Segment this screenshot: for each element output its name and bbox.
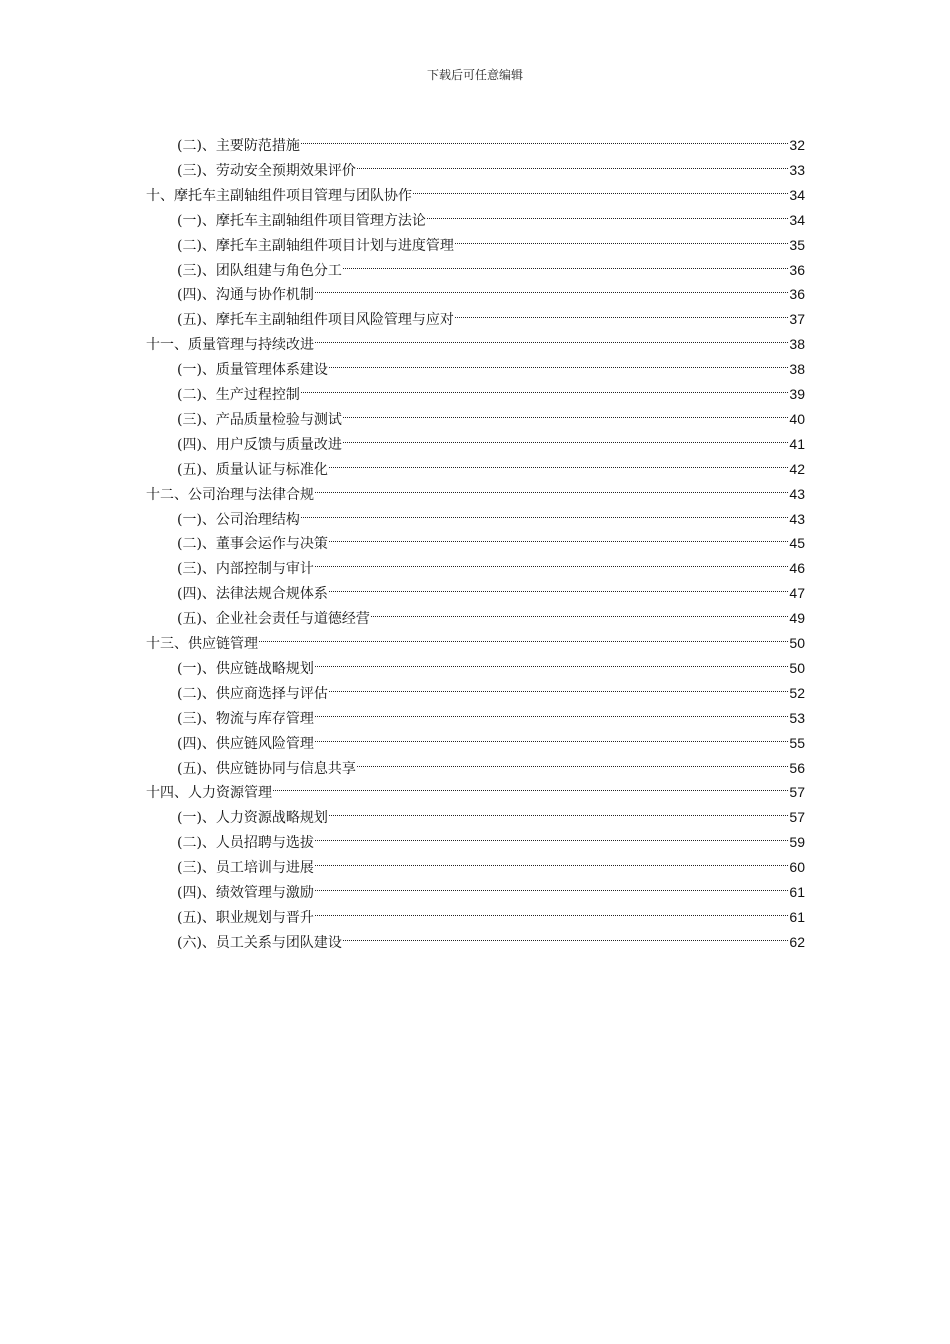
toc-entry-title: (四)、绩效管理与激励 [177, 885, 314, 901]
toc-page-number: 45 [789, 535, 805, 552]
toc-page-number: 41 [789, 435, 805, 452]
toc-section-entry[interactable] [177, 724, 805, 752]
toc-dot-leader [357, 749, 788, 773]
toc-entry-title: (三)、产品质量检验与测试 [177, 411, 342, 428]
toc-dot-leader [343, 425, 788, 449]
toc-entry-title: (三)、劳动安全预期效果评价 [177, 162, 356, 179]
toc-dot-leader [329, 524, 788, 548]
toc-entry-title: (五)、质量认证与标准化 [177, 461, 328, 478]
toc-page-number: 36 [789, 286, 805, 303]
toc-dot-leader [273, 773, 788, 797]
toc-page-number: 32 [789, 137, 805, 153]
toc-section-entry[interactable] [177, 400, 805, 428]
toc-section-entry[interactable] [177, 251, 805, 279]
toc-dot-leader [413, 176, 788, 200]
toc-entry-title: 十三、供应链管理 [146, 636, 258, 652]
toc-section-entry[interactable] [177, 549, 805, 578]
toc-dot-leader [315, 724, 788, 748]
toc-page-number: 55 [789, 734, 805, 751]
toc-page-number: 56 [789, 759, 805, 776]
toc-page-number: 59 [789, 834, 805, 851]
toc-entry-title: (二)、供应商选择与评估 [177, 685, 328, 702]
toc-dot-leader [315, 699, 788, 723]
toc-dot-leader [301, 126, 788, 150]
toc-entry-title: 十、摩托车主副轴组件项目管理与团队协作 [146, 187, 412, 204]
toc-entry-title: (五)、企业社会责任与道德经营 [177, 611, 370, 628]
toc-page-number: 39 [789, 386, 805, 402]
toc-section-entry[interactable] [177, 649, 805, 677]
toc-dot-leader [329, 798, 788, 822]
toc-section-entry[interactable] [177, 375, 805, 403]
toc-dot-leader [315, 823, 788, 847]
toc-chapter-entry[interactable] [146, 624, 805, 652]
toc-page-number: 38 [789, 361, 805, 378]
toc-entry-title: (二)、主要防范措施 [177, 138, 300, 154]
toc-section-entry[interactable] [177, 798, 805, 827]
toc-entry-title: (一)、公司治理结构 [177, 511, 300, 528]
toc-section-entry[interactable] [177, 226, 805, 254]
toc-entry-title: (五)、摩托车主副轴组件项目风险管理与应对 [177, 312, 454, 329]
toc-page-number: 46 [789, 560, 805, 577]
toc-entry-title: (六)、员工关系与团队建设 [177, 934, 342, 951]
toc-dot-leader [371, 599, 788, 623]
toc-section-entry[interactable] [177, 151, 805, 179]
toc-dot-leader [455, 226, 788, 250]
toc-entry-title: (二)、人员招聘与选拔 [177, 835, 314, 852]
toc-page-number: 37 [789, 311, 805, 328]
toc-page-number: 38 [789, 336, 805, 353]
toc-dot-leader [259, 624, 788, 648]
toc-dot-leader [315, 649, 788, 673]
toc-dot-leader [329, 450, 788, 474]
toc-page-number: 35 [789, 236, 805, 253]
toc-page-number: 34 [789, 186, 805, 203]
toc-page-number: 43 [789, 485, 805, 502]
toc-dot-leader [301, 500, 788, 524]
toc-section-entry[interactable] [177, 300, 805, 329]
toc-chapter-entry[interactable] [146, 325, 805, 354]
toc-section-entry[interactable] [177, 873, 805, 901]
toc-dot-leader [343, 400, 788, 424]
toc-page-number: 49 [789, 610, 805, 627]
toc-section-entry[interactable] [177, 524, 805, 553]
toc-entry-title: (二)、摩托车主副轴组件项目计划与进度管理 [177, 237, 454, 254]
toc-entry-title: 十四、人力资源管理 [146, 785, 272, 802]
toc-section-entry[interactable] [177, 574, 805, 603]
toc-page-number: 60 [789, 859, 805, 876]
toc-dot-leader [315, 898, 788, 922]
toc-dot-leader [301, 375, 788, 399]
toc-page-number: 50 [789, 635, 805, 651]
toc-entry-title: (四)、沟通与协作机制 [177, 287, 314, 304]
toc-dot-leader [315, 848, 788, 872]
toc-dot-leader [315, 275, 788, 299]
toc-page-number: 53 [789, 709, 805, 726]
toc-chapter-entry[interactable] [146, 475, 805, 503]
toc-dot-leader [329, 350, 788, 374]
toc-entry-title: (四)、供应链风险管理 [177, 735, 314, 752]
toc-dot-leader [343, 923, 788, 947]
toc-page-number: 62 [789, 933, 805, 950]
toc-page-number: 42 [789, 460, 805, 477]
toc-dot-leader [329, 574, 788, 598]
toc-dot-leader [357, 151, 788, 175]
toc-entry-title: (三)、员工培训与进展 [177, 860, 314, 877]
toc-dot-leader [315, 475, 788, 499]
toc-entry-title: (四)、法律法规合规体系 [177, 586, 328, 603]
toc-page-number: 34 [789, 211, 805, 228]
toc-section-entry[interactable] [177, 126, 805, 154]
toc-entry-title: (三)、物流与库存管理 [177, 710, 314, 727]
toc-page-number: 57 [789, 784, 805, 801]
toc-entry-title: (一)、质量管理体系建设 [177, 362, 328, 379]
toc-dot-leader [329, 674, 788, 698]
page-header: 下载后可任意编辑 [426, 68, 523, 82]
toc-entry-title: 十二、公司治理与法律合规 [146, 486, 314, 503]
toc-dot-leader [315, 325, 788, 349]
toc-entry-title: (五)、职业规划与晋升 [177, 909, 314, 926]
toc-entry-title: (三)、团队组建与角色分工 [177, 262, 342, 279]
toc-section-entry[interactable] [177, 201, 805, 229]
toc-entry-title: (三)、内部控制与审计 [177, 561, 314, 578]
toc-page-number: 47 [789, 585, 805, 602]
toc-section-entry[interactable] [177, 898, 805, 926]
toc-section-entry[interactable] [177, 450, 805, 478]
toc-page-number: 61 [789, 908, 805, 925]
toc-dot-leader [315, 549, 788, 573]
toc-section-entry[interactable] [177, 823, 805, 852]
toc-chapter-entry[interactable] [146, 773, 805, 802]
toc-page-number: 57 [789, 809, 805, 826]
toc-page-number: 50 [789, 659, 805, 676]
toc-page-number: 61 [789, 884, 805, 900]
toc-entry-title: (五)、供应链协同与信息共享 [177, 760, 356, 777]
toc-page-number: 40 [789, 410, 805, 427]
toc-entry-title: 十一、质量管理与持续改进 [146, 337, 314, 354]
toc-chapter-entry[interactable] [146, 176, 805, 204]
toc-dot-leader [455, 300, 788, 324]
toc-section-entry[interactable] [177, 749, 805, 777]
toc-entry-title: (二)、董事会运作与决策 [177, 536, 328, 553]
toc-section-entry[interactable] [177, 599, 805, 628]
toc-dot-leader [343, 251, 788, 275]
toc-dot-leader [427, 201, 788, 225]
toc-entry-title: (二)、生产过程控制 [177, 387, 300, 403]
toc-section-entry[interactable] [177, 923, 805, 951]
toc-entry-title: (一)、供应链战略规划 [177, 660, 314, 677]
toc-section-entry[interactable] [177, 350, 805, 379]
toc-section-entry[interactable] [177, 500, 805, 528]
toc-dot-leader [315, 873, 788, 897]
toc-section-entry[interactable] [177, 699, 805, 727]
toc-entry-title: (四)、用户反馈与质量改进 [177, 436, 342, 453]
toc-section-entry[interactable] [177, 275, 805, 304]
toc-page-number: 52 [789, 684, 805, 701]
toc-entry-title: (一)、人力资源战略规划 [177, 810, 328, 827]
toc-section-entry[interactable] [177, 425, 805, 453]
toc-page-number: 36 [789, 261, 805, 278]
toc-section-entry[interactable] [177, 848, 805, 877]
toc-page-number: 33 [789, 161, 805, 178]
toc-entry-title: (一)、摩托车主副轴组件项目管理方法论 [177, 212, 426, 229]
toc-section-entry[interactable] [177, 674, 805, 702]
toc-page-number: 43 [789, 510, 805, 527]
